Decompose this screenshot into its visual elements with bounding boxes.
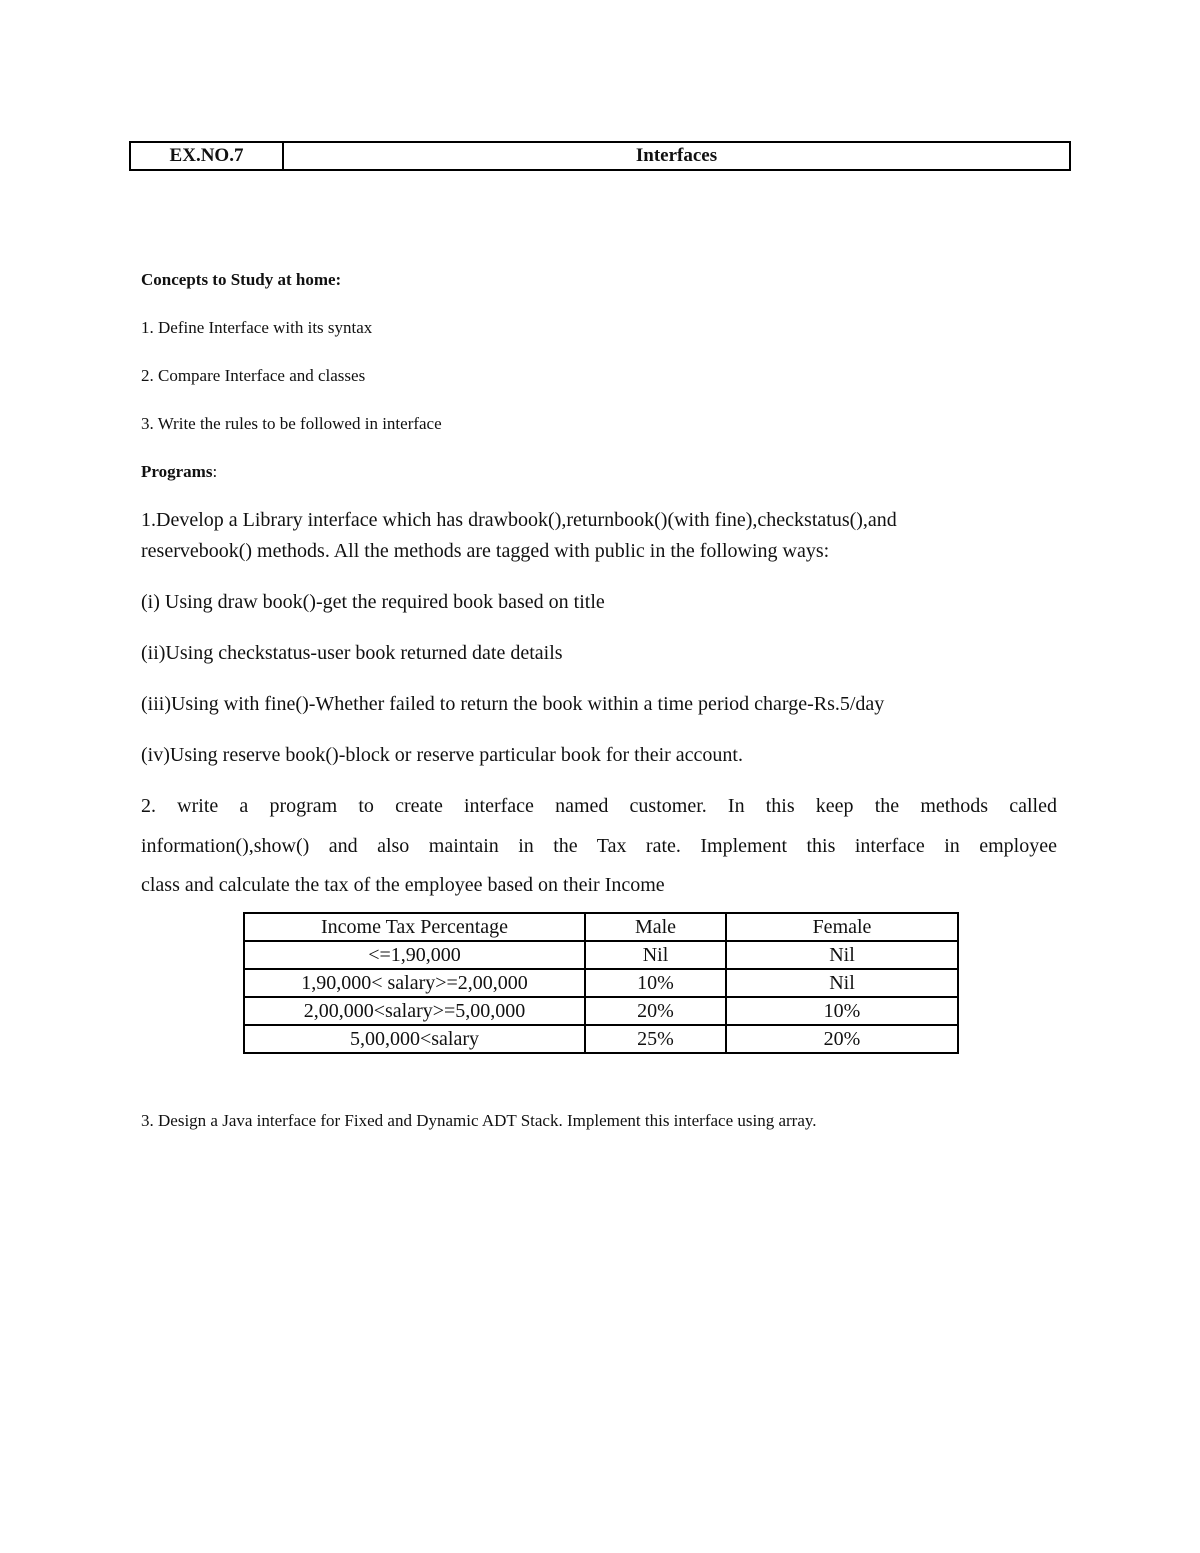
program2-line1: 2. write a program to create interface named customer. In this keep the methods called — [141, 795, 1057, 817]
exercise-number: EX.NO.7 — [131, 143, 284, 169]
table-header-cell: Male — [585, 913, 726, 941]
program2-line2: information(),show() and also maintain in the Tax rate. Implement this interface in employee — [141, 835, 1057, 857]
programs-heading: Programs — [141, 462, 213, 481]
programs-heading-colon: : — [212, 462, 218, 481]
table-cell: Nil — [726, 941, 958, 969]
table-row — [244, 997, 958, 1025]
program1-point: (ii)Using checkstatus-user book returned date details — [141, 642, 563, 664]
table-cell: 20% — [726, 1025, 958, 1053]
table-cell: 1,90,000< salary>=2,00,000 — [244, 969, 585, 997]
programs-heading-line — [141, 462, 217, 482]
program1-point: (iii)Using with fine()-Whether failed to return the book within a time period charge-Rs.5/day — [141, 693, 885, 715]
program1-line2: reservebook() methods. All the methods are tagged with public in the following ways: — [141, 540, 830, 562]
table-header-cell: Income Tax Percentage — [244, 913, 585, 941]
table-row — [244, 1025, 958, 1053]
concept-item: 2. Compare Interface and classes — [141, 366, 366, 385]
table-cell: Nil — [726, 969, 958, 997]
table-cell: 20% — [585, 997, 726, 1025]
program2-line3: class and calculate the tax of the employee based on their Income — [141, 874, 665, 896]
table-cell: 10% — [726, 997, 958, 1025]
exercise-title: Interfaces — [635, 145, 718, 166]
program3-text: 3. Design a Java interface for Fixed and Dynamic ADT Stack. Implement this interface using array. — [141, 1111, 817, 1130]
exercise-header — [129, 141, 1071, 171]
program1-point: (i) Using draw book()-get the required book based on title — [141, 591, 605, 613]
concepts-heading: Concepts to Study at home: — [141, 270, 342, 289]
table-cell: 25% — [585, 1025, 726, 1053]
table-header-cell: Female — [726, 913, 958, 941]
table-cell: 10% — [585, 969, 726, 997]
table-cell: 2,00,000<salary>=5,00,000 — [244, 997, 585, 1025]
table-cell: <=1,90,000 — [244, 941, 585, 969]
table-row — [244, 969, 958, 997]
tax-rate-table — [243, 912, 959, 1054]
table-header-row — [244, 913, 958, 941]
program2-paragraph — [141, 786, 1057, 904]
program1-line1: 1.Develop a Library interface which has drawbook(),returnbook()(with fine),checkstatus(),and — [141, 509, 897, 531]
concept-item: 3. Write the rules to be followed in interface — [141, 414, 442, 433]
table-cell: Nil — [585, 941, 726, 969]
table-row — [244, 941, 958, 969]
table-cell: 5,00,000<salary — [244, 1025, 585, 1053]
program1-point: (iv)Using reserve book()-block or reserve particular book for their account. — [141, 744, 743, 766]
concept-item: 1. Define Interface with its syntax — [141, 318, 373, 337]
